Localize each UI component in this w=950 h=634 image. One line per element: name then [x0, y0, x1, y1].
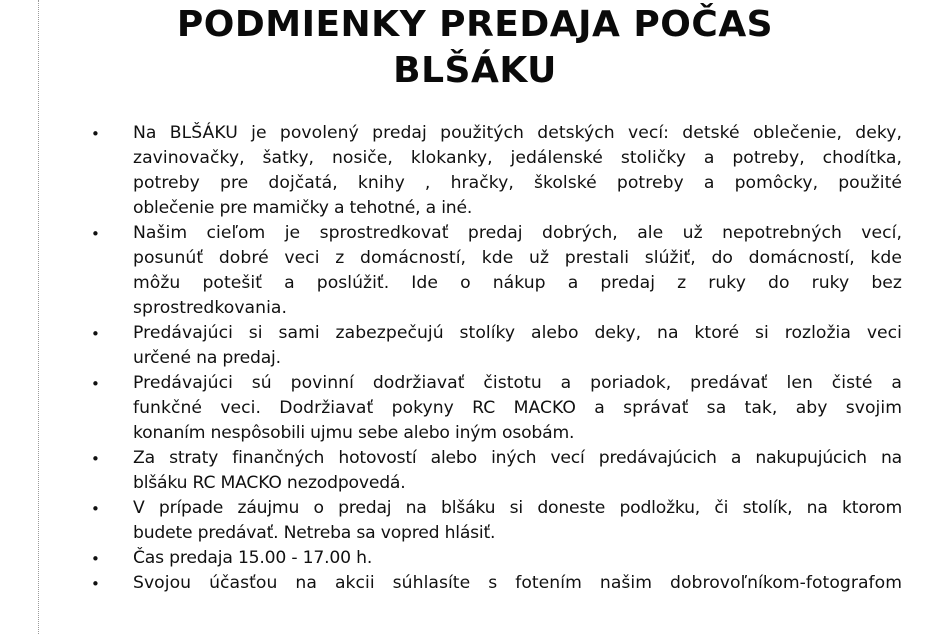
- bullet-icon: •: [91, 225, 100, 243]
- item-line: Na BLŠÁKU je povolený predaj použitých detských vecí: detské oblečenie, deky,: [133, 123, 902, 143]
- item-line: konaním nespôsobili ujmu sebe alebo iným osobám.: [133, 423, 575, 443]
- item-line: funkčné veci. Dodržiavať pokyny RC MACKO a správať sa tak, aby svojim: [133, 398, 902, 418]
- item-line: Predávajúci si sami zabezpečujú stolíky alebo deky, na ktoré si rozložia veci: [133, 323, 902, 343]
- item-line: sprostredkovania.: [133, 298, 288, 318]
- item-line: určené na predaj.: [133, 348, 281, 368]
- bullet-icon: •: [91, 450, 100, 468]
- item-line: posunúť dobré veci z domácností, kde už prestali slúžiť, do domácností, kde: [133, 248, 902, 268]
- item-line-cropped: [133, 596, 902, 610]
- bullet-icon: •: [91, 125, 100, 143]
- item-line: oblečenie pre mamičky a tehotné, a iné.: [133, 198, 473, 218]
- list-item-obligations: [90, 371, 902, 446]
- bullet-icon: •: [91, 375, 100, 393]
- item-line: Predávajúci sú povinní dodržiavať čistotu a poriadok, predávať len čisté a: [133, 373, 902, 393]
- item-line: blšáku RC MACKO nezodpovedá.: [133, 473, 406, 493]
- bullet-icon: •: [91, 575, 100, 593]
- title-line-1: PODMIENKY PREDAJA POČAS: [176, 4, 774, 45]
- bullet-icon: •: [91, 325, 100, 343]
- title-line-2: BLŠÁKU: [393, 50, 557, 91]
- page-margin-guide: [38, 0, 39, 634]
- list-item-tables: [90, 321, 902, 371]
- item-line: môžu potešiť a poslúžiť. Ide o nákup a predaj z ruky do ruky bez: [133, 273, 902, 293]
- item-line: Za straty finančných hotovostí alebo iných vecí predávajúcich a nakupujúcich na: [133, 448, 902, 468]
- list-item-photo-consent: [90, 571, 902, 610]
- list-item-goal: [90, 221, 902, 321]
- conditions-list: [90, 121, 902, 610]
- bullet-icon: •: [91, 500, 100, 518]
- list-item-registration: [90, 496, 902, 546]
- list-item-liability: [90, 446, 902, 496]
- item-line: Našim cieľom je sprostredkovať predaj dobrých, ale už nepotrebných vecí,: [133, 223, 902, 243]
- item-line: Čas predaja 15.00 - 17.00 h.: [133, 548, 373, 568]
- item-line: potreby pre dojčatá, knihy , hračky, školské potreby a pomôcky, použité: [133, 173, 902, 193]
- page-title: [0, 2, 950, 94]
- list-item-allowed-goods: [90, 121, 902, 221]
- item-line: Svojou účasťou na akcii súhlasíte s fotením našim dobrovoľníkom-fotografom: [133, 573, 902, 593]
- list-item-time: [90, 546, 902, 571]
- item-line: V prípade záujmu o predaj na blšáku si doneste podložku, či stolík, na ktorom: [133, 498, 902, 518]
- item-line: zavinovačky, šatky, nosiče, klokanky, jedálenské stoličky a potreby, chodítka,: [133, 148, 902, 168]
- bullet-icon: •: [91, 550, 100, 568]
- item-line: budete predávať. Netreba sa vopred hlásiť.: [133, 523, 496, 543]
